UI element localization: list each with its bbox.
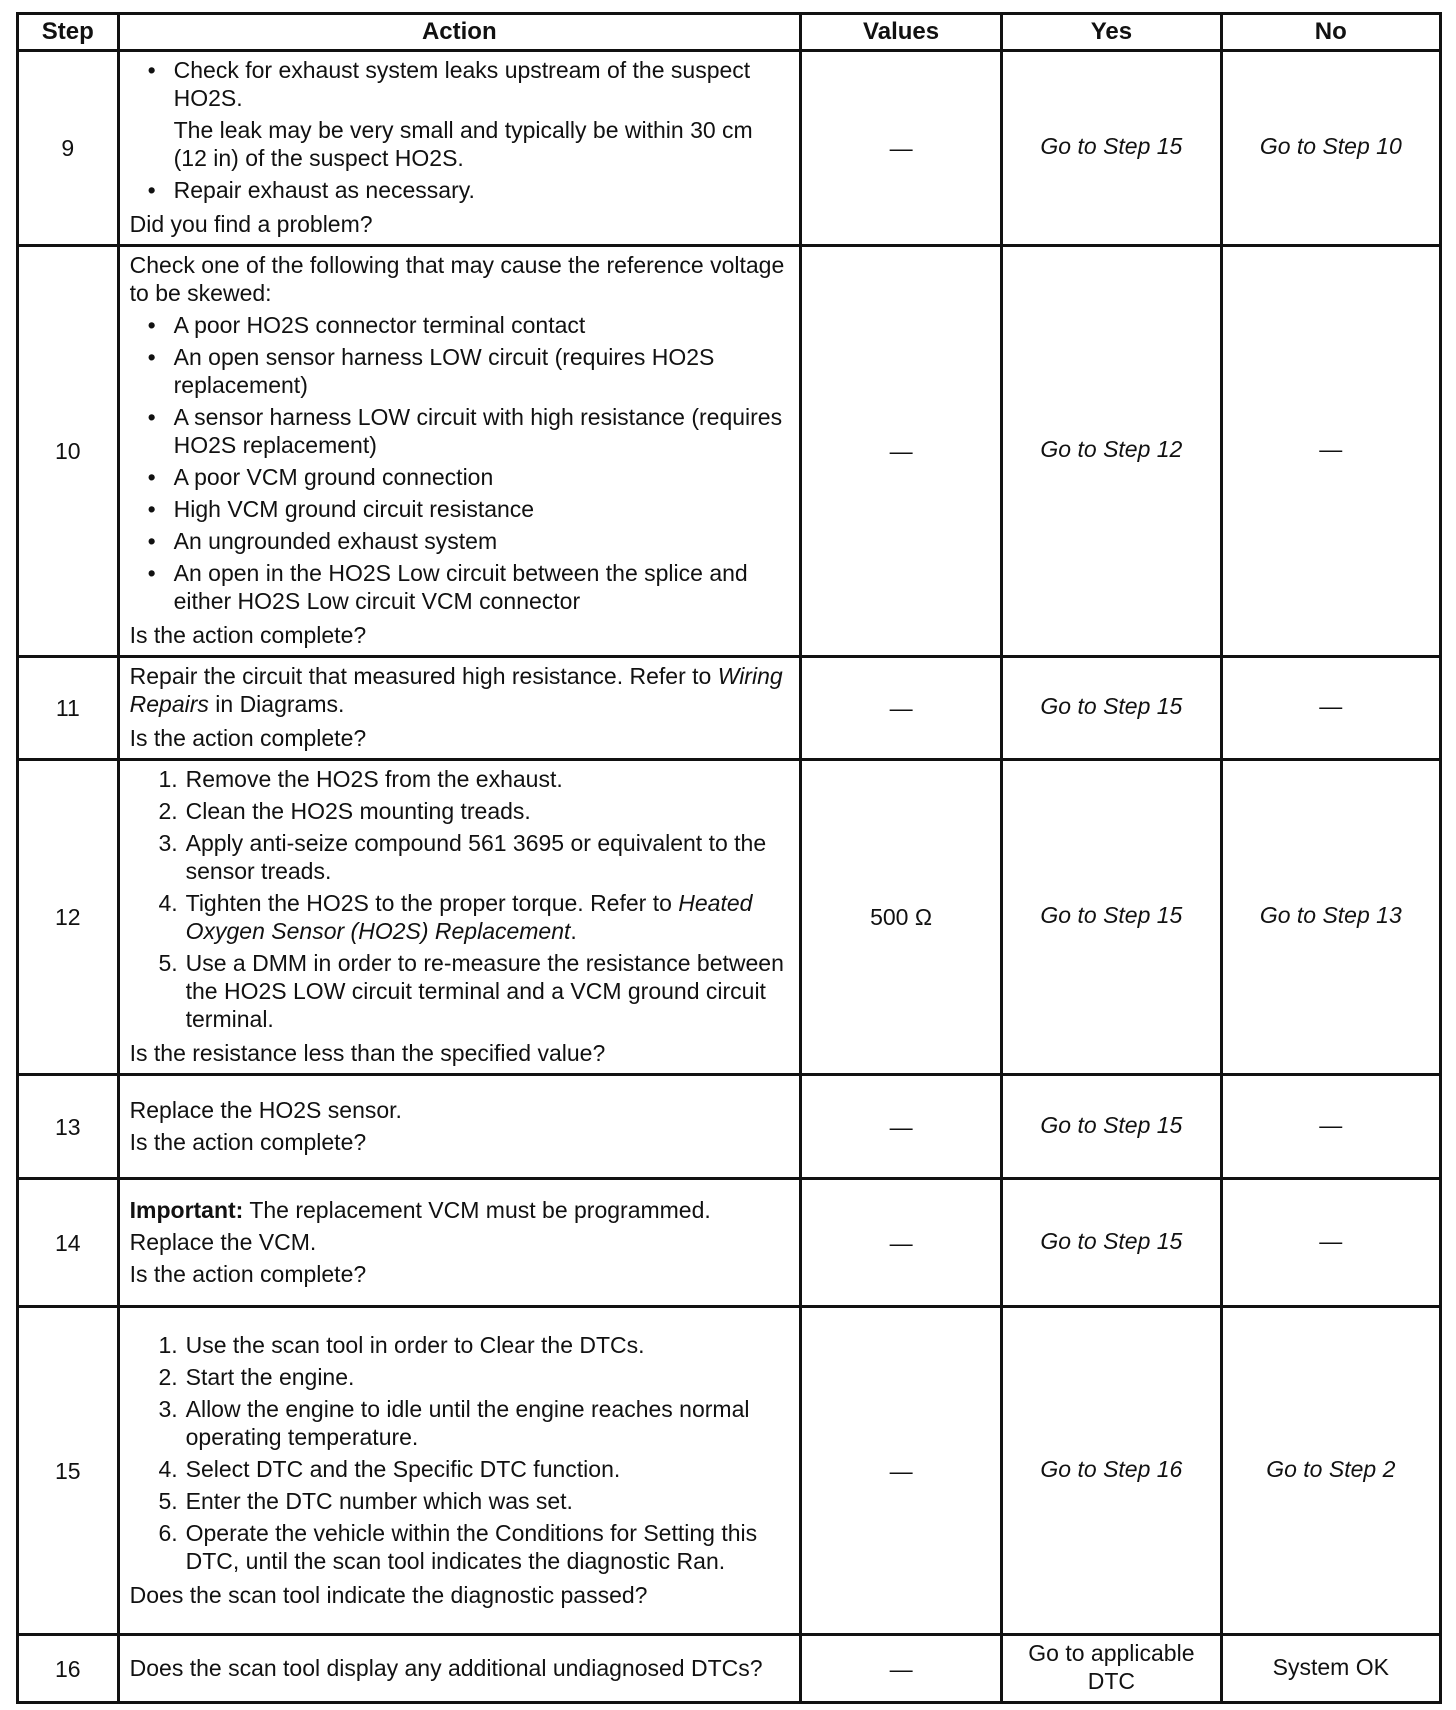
reference-link: Heated Oxygen Sensor (HO2S) Replacement (185, 890, 753, 944)
important-note: Important: The replacement VCM must be programmed. (129, 1196, 711, 1223)
table-row-step-10 (18, 246, 1441, 657)
question-text: Does the scan tool display any additional undiagnosed DTCs? (129, 1654, 763, 1681)
no-cell: — (1221, 657, 1440, 760)
question-text: Is the action complete? (129, 622, 367, 648)
table-row-step-16 (18, 1635, 1441, 1703)
yes-cell: Go to Step 16 (1002, 1307, 1221, 1635)
list-item: • An ungrounded exhaust system (147, 528, 498, 554)
no-cell: System OK (1221, 1635, 1440, 1703)
list-item: 6. Operate the vehicle within the Conditions for Setting this DTC, until the scan tool indicates the diagnostic Ran. (158, 1519, 758, 1574)
yes-cell: Go to Step 15 (1002, 51, 1221, 246)
diagnostic-table (16, 12, 1442, 1704)
list-item: • A sensor harness LOW circuit with high resistance (requires HO2S replacement) (147, 404, 783, 458)
list-item: 4. Select DTC and the Specific DTC function. (158, 1455, 621, 1482)
action-cell (118, 1179, 800, 1307)
table-row-step-9 (18, 51, 1441, 246)
yes-cell: Go to Step 15 (1002, 1179, 1221, 1307)
values-cell: — (800, 246, 1001, 657)
values-cell: — (800, 1635, 1001, 1703)
yes-cell: Go to Step 15 (1002, 760, 1221, 1075)
list-item: • A poor HO2S connector terminal contact (147, 312, 586, 338)
note-text: The leak may be very small and typically be within 30 cm (12 in) of the suspect HO2S. (173, 117, 753, 171)
step-number: 15 (18, 1307, 119, 1635)
list-item: 5. Use a DMM in order to re-measure the resistance between the HO2S LOW circuit terminal and a VCM ground circuit terminal. (158, 950, 784, 1032)
action-cell (118, 1075, 800, 1179)
question-text: Does the scan tool indicate the diagnostic passed? (129, 1581, 648, 1608)
header-values: Values (800, 14, 1001, 51)
question-text: Is the action complete? (129, 1128, 367, 1155)
action-cell (118, 657, 800, 760)
action-text: Repair the circuit that measured high resistance. Refer to Wiring Repairs in Diagrams. (129, 663, 783, 717)
list-item: 1. Use the scan tool in order to Clear the DTCs. (158, 1331, 645, 1358)
table-row-step-13 (18, 1075, 1441, 1179)
step-number: 14 (18, 1179, 119, 1307)
action-cell (118, 51, 800, 246)
yes-cell: Go to Step 12 (1002, 246, 1221, 657)
no-cell: Go to Step 2 (1221, 1307, 1440, 1635)
values-cell: — (800, 51, 1001, 246)
values-cell: — (800, 1179, 1001, 1307)
action-text: Replace the VCM. (129, 1228, 317, 1255)
action-cell (118, 1635, 800, 1703)
no-cell: — (1221, 246, 1440, 657)
list-item: 4. Tighten the HO2S to the proper torque. Refer to Heated Oxygen Sensor (HO2S) Replacement. (158, 890, 753, 944)
yes-cell: Go to Step 15 (1002, 1075, 1221, 1179)
list-item: • High VCM ground circuit resistance (147, 496, 535, 522)
intro-text: Check one of the following that may cause the reference voltage to be skewed: (129, 252, 785, 306)
action-cell (118, 1307, 800, 1635)
list-item: • A poor VCM ground connection (147, 464, 494, 490)
values-cell: — (800, 657, 1001, 760)
step-number: 16 (18, 1635, 119, 1703)
question-text: Is the action complete? (129, 1260, 367, 1287)
no-cell: Go to Step 13 (1221, 760, 1440, 1075)
values-cell: 500 Ω (800, 760, 1001, 1075)
list-item: 2. Start the engine. (158, 1363, 355, 1390)
yes-cell: Go to Step 15 (1002, 657, 1221, 760)
list-item: 1. Remove the HO2S from the exhaust. (158, 766, 563, 792)
question-text: Is the action complete? (129, 725, 367, 751)
yes-cell: Go to applicable DTC (1002, 1635, 1221, 1703)
table-row-step-15 (18, 1307, 1441, 1635)
header-action: Action (118, 14, 800, 51)
list-item: 3. Allow the engine to idle until the engine reaches normal operating temperature. (158, 1395, 750, 1450)
values-cell: — (800, 1307, 1001, 1635)
step-number: 9 (18, 51, 119, 246)
step-number: 12 (18, 760, 119, 1075)
no-cell: — (1221, 1179, 1440, 1307)
important-label: Important: (129, 1196, 244, 1223)
action-cell (118, 246, 800, 657)
reference-link: Wiring Repairs (129, 663, 783, 717)
table-row-step-11 (18, 657, 1441, 760)
table-row-step-14 (18, 1179, 1441, 1307)
question-text: Is the resistance less than the specified value? (129, 1040, 606, 1066)
step-number: 13 (18, 1075, 119, 1179)
action-text: Replace the HO2S sensor. (129, 1096, 402, 1123)
action-cell (118, 760, 800, 1075)
list-item: • An open in the HO2S Low circuit between the splice and either HO2S Low circuit VCM connector (147, 560, 748, 614)
no-cell: — (1221, 1075, 1440, 1179)
header-step: Step (18, 14, 119, 51)
header-yes: Yes (1002, 14, 1221, 51)
list-item: • Check for exhaust system leaks upstream of the suspect HO2S. (147, 57, 751, 111)
no-cell: Go to Step 10 (1221, 51, 1440, 246)
question-text: Did you find a problem? (129, 211, 373, 237)
table-row-step-12 (18, 760, 1441, 1075)
header-row (18, 14, 1441, 51)
step-number: 11 (18, 657, 119, 760)
list-item: 2. Clean the HO2S mounting treads. (158, 798, 531, 824)
values-cell: — (800, 1075, 1001, 1179)
list-item: • Repair exhaust as necessary. (147, 177, 475, 203)
list-item: 5. Enter the DTC number which was set. (158, 1487, 573, 1514)
header-no: No (1221, 14, 1440, 51)
list-item: 3. Apply anti-seize compound 561 3695 or equivalent to the sensor treads. (158, 830, 767, 884)
list-item: • An open sensor harness LOW circuit (requires HO2S replacement) (147, 344, 715, 398)
step-number: 10 (18, 246, 119, 657)
